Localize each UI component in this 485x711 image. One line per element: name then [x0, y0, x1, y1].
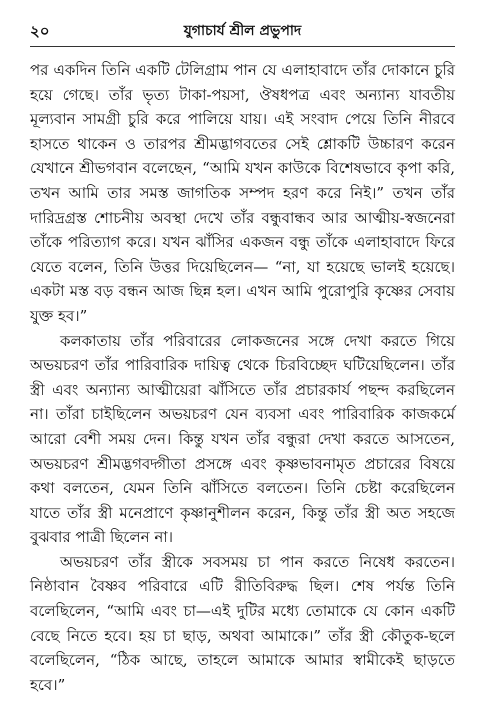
paragraph-1: পর একদিন তিনি একটি টেলিগ্রাম পান যে এলাহাবাদে তাঁর দোকানে চুরি হয়ে গেছে। তাঁর ভৃত্য টাকা-পয়সা, ঔষধপত্র এবং অন্যান্য যাবতীয় মূল্যবান সামগ্রী চুরি করে পালিয়ে যায়। এই সংবাদ পেয়ে তিনি নীরবে হাসতে থাকেন ও তারপর শ্রীমদ্ভাগবতের সেই শ্লোকটি উচ্চারণ করেন যেখানে শ্রীভগবান বলেছেন, “আমি যখন কাউকে বিশেষভাবে কৃপা করি, তখন আমি তার সমস্ত জাগতিক সম্পদ হরণ করে নিই।” তখন তাঁর দারিদ্রগ্রস্ত শোচনীয় অবস্থা দেখে তাঁর বন্ধুবান্ধব আর আত্মীয়-স্বজনেরা তাঁকে পরিত্যাগ করে। যখন ঝাঁসির একজন বন্ধু তাঁকে এলাহাবাদে ফিরে যেতে বলেন, তিনি উত্তর দিয়েছিলেন— “না, যা হয়েছে ভালই হয়েছে। একটা মস্ত বড় বন্ধন আজ ছিন্ন হল। এখন আমি পুরোপুরি কৃষ্ণের সেবায় যুক্ত হব।”: [30, 61, 455, 325]
running-header: [30, 20, 455, 42]
paragraph-2: কলকাতায় তাঁর পরিবারের লোকজনের সঙ্গে দেখা করতে গিয়ে অভয়চরণ তাঁর পারিবারিক দায়িত্ব থেকে চিরবিচ্ছেদ ঘটিয়েছিলেন। তাঁর স্ত্রী এবং অন্যান্য আত্মীয়েরা ঝাঁসিতে তাঁর প্রচারকার্য পছন্দ করছিলেন না। তাঁরা চাইছিলেন অভয়চরণ যেন ব্যবসা এবং পারিবারিক কাজকর্মে আরো বেশী সময় দেন। কিন্তু যখন তাঁর বন্ধুরা দেখা করতে আসতেন, অভয়চরণ শ্রীমদ্ভগবদ্গীতা প্রসঙ্গে এবং কৃষ্ণভাবনামৃত প্রচারের বিষয়ে কথা বলতেন, যেমন তিনি ঝাঁসিতে বলতেন। তিনি চেষ্টা করেছিলেন যাতে তাঁর স্ত্রী মনেপ্রাণে কৃষ্ণানুশীলন করেন, কিন্তু তাঁর স্ত্রী অত সহজে বুঝবার পাত্রী ছিলেন না।: [30, 331, 455, 547]
body-text: [30, 58, 455, 697]
header-rule: [30, 46, 455, 47]
page-number: ২০: [30, 22, 50, 40]
book-title: যুগাচার্য শ্রীল প্রভুপাদ: [183, 23, 302, 39]
paragraph-3: অভয়চরণ তাঁর স্ত্রীকে সবসময় চা পান করতে নিষেধ করতেন। নিষ্ঠাবান বৈষ্ণব পরিবারে এটি রীতিবিরুদ্ধ ছিল। শেষ পর্যন্ত তিনি বলেছিলেন, “আমি এবং চা—এই দুটির মধ্যে তোমাকে যে কোন একটি বেছে নিতে হবে। হয় চা ছাড়, অথবা আমাকে।” তাঁর স্ত্রী কৌতুক-ছলে বলেছিলেন, “ঠিক আছে, তাহলে আমাকে আমার স্বামীকেই ছাড়তে হবে।”: [30, 552, 455, 694]
